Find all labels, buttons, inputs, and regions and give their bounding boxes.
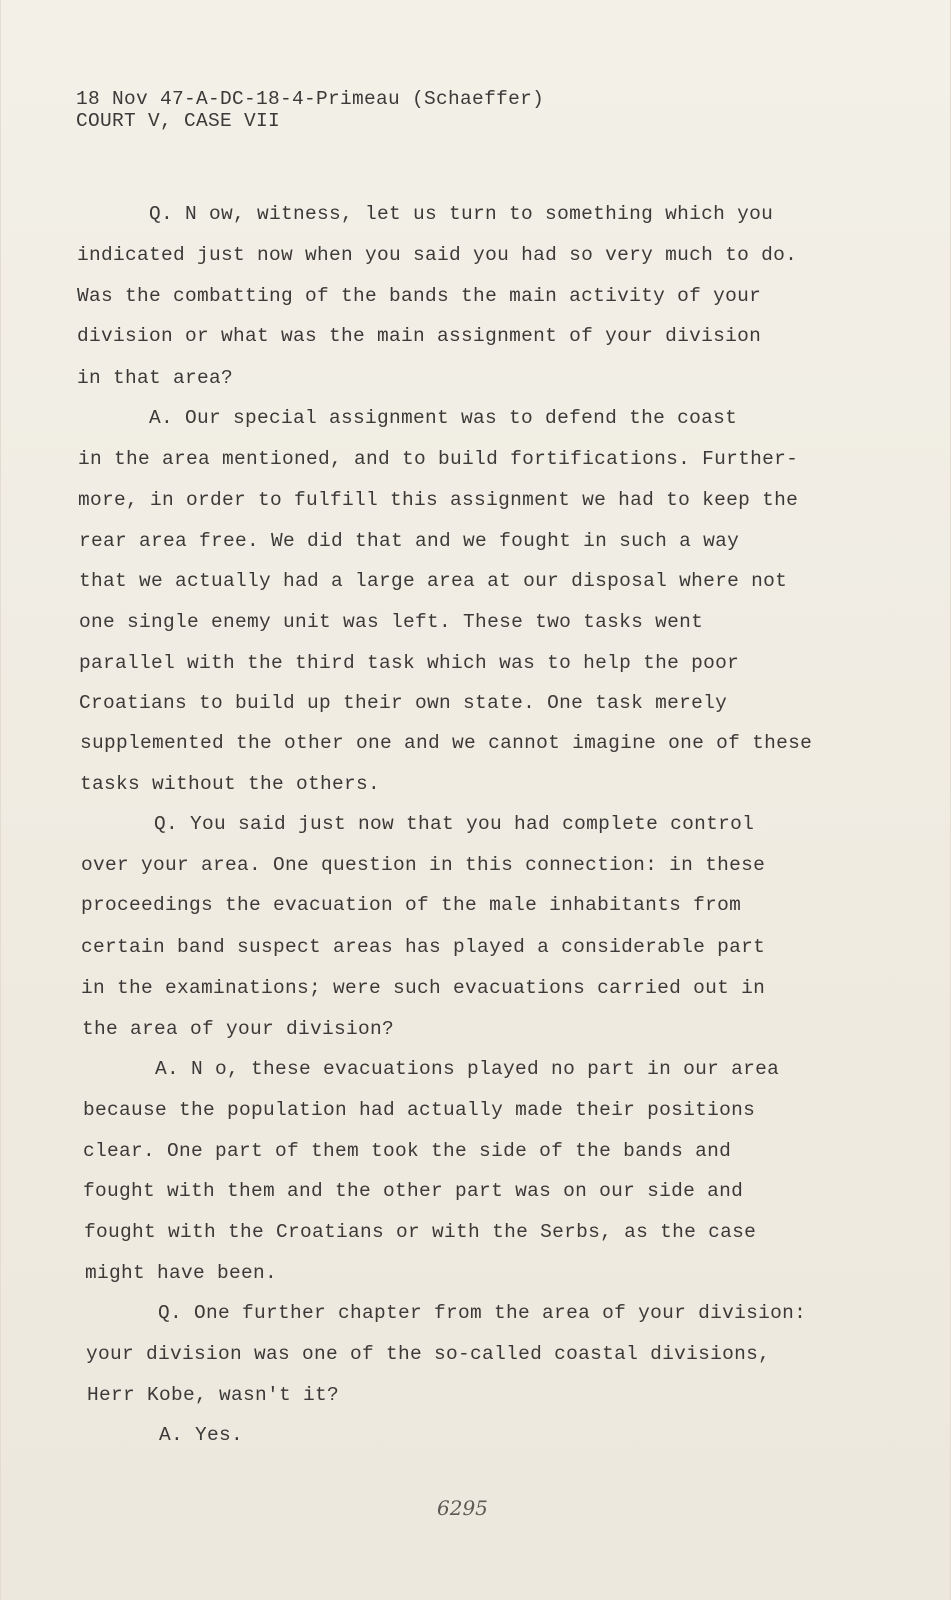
text-line: Q. One further chapter from the area of your division: (158, 1302, 807, 1324)
text-line: indicated just now when you said you had so very much to do. (77, 244, 798, 266)
text-line: might have been. (85, 1262, 278, 1284)
header-line-2: COURT V, CASE VII (76, 110, 281, 132)
text-line: one single enemy unit was left. These two tasks went (79, 611, 704, 633)
text-line: fought with them and the other part was on our side and (83, 1180, 744, 1202)
page-number: 6295 (437, 1496, 488, 1520)
text-line: in the area mentioned, and to build fortifications. Further- (78, 448, 799, 470)
text-line: your division was one of the so-called coastal divisions, (86, 1343, 771, 1365)
text-line: in that area? (77, 367, 234, 389)
text-line: A. Our special assignment was to defend the coast (149, 407, 738, 429)
text-line: Was the combatting of the bands the main activity of your (77, 285, 762, 307)
text-line: Croatians to build up their own state. One task merely (79, 692, 728, 714)
text-line: tasks without the others. (80, 773, 381, 795)
text-line: parallel with the third task which was to help the poor (79, 652, 740, 674)
text-line: certain band suspect areas has played a considerable part (81, 936, 766, 958)
text-line: clear. One part of them took the side of the bands and (83, 1140, 732, 1162)
text-line: division or what was the main assignment of your division (77, 325, 762, 347)
text-line: more, in order to fulfill this assignment we had to keep the (78, 489, 799, 511)
header-line-1: 18 Nov 47-A-DC-18-4-Primeau (Schaeffer) (76, 88, 545, 110)
text-line: supplemented the other one and we cannot imagine one of these (80, 732, 813, 754)
text-line: Herr Kobe, wasn't it? (87, 1384, 340, 1406)
text-line: the area of your division? (82, 1018, 395, 1040)
text-line: A. Yes. (159, 1424, 244, 1446)
text-line: Q. You said just now that you had complete control (154, 813, 755, 835)
text-line: Q. N ow, witness, let us turn to something which you (149, 203, 774, 225)
text-line: in the examinations; were such evacuations carried out in (81, 977, 766, 999)
text-line: proceedings the evacuation of the male inhabitants from (81, 894, 742, 916)
text-line: A. N o, these evacuations played no part in our area (155, 1058, 780, 1080)
text-line: because the population had actually made their positions (83, 1099, 756, 1121)
text-line: over your area. One question in this connection: in these (81, 854, 766, 876)
text-line: fought with the Croatians or with the Serbs, as the case (84, 1221, 757, 1243)
text-line: that we actually had a large area at our disposal where not (79, 570, 788, 592)
text-line: rear area free. We did that and we fought in such a way (79, 530, 740, 552)
